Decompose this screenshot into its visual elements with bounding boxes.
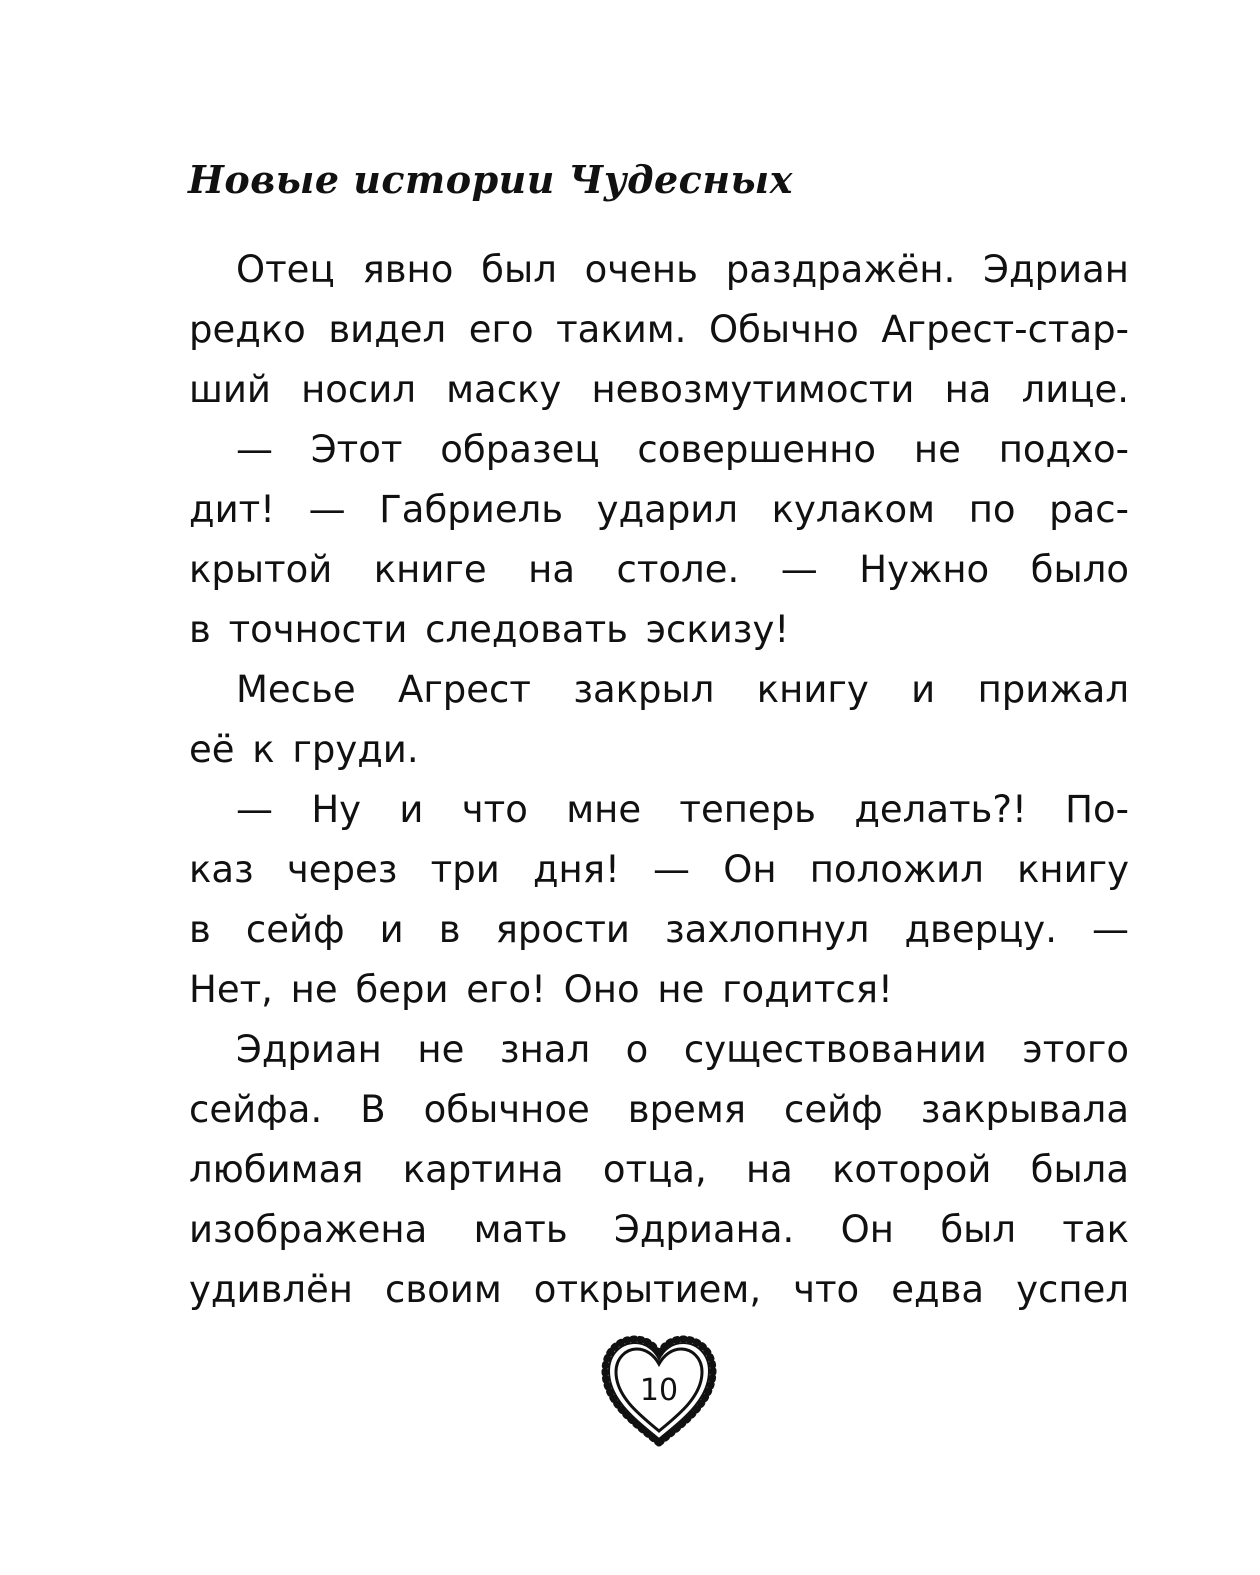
text-line: Эдриан не знал о существовании этого <box>236 1028 1129 1071</box>
body-text <box>189 240 1129 1320</box>
text-line: каз через три дня! — Он положил книгу <box>189 848 1129 891</box>
running-header-title: Новые истории Чудесных <box>188 157 793 202</box>
text-line: дит! — Габриель ударил кулаком по рас- <box>189 488 1129 531</box>
page-number: 10 <box>639 1373 679 1408</box>
text-line: в сейф и в ярости захлопнул дверцу. — <box>189 908 1129 951</box>
text-line: — Ну и что мне теперь делать?! По- <box>236 788 1129 831</box>
text-line: сейфа. В обычное время сейф закрывала <box>189 1088 1129 1131</box>
text-line: любимая картина отца, на которой была <box>189 1148 1129 1191</box>
text-line: редко видел его таким. Обычно Агрест-стар- <box>189 308 1129 351</box>
text-line: крытой книге на столе. — Нужно было <box>189 548 1129 591</box>
text-line: удивлён своим открытием, что едва успел <box>189 1268 1129 1311</box>
text-line: ший носил маску невозмутимости на лице. <box>189 368 1129 411</box>
text-line: Нет, не бери его! Оно не годится! <box>189 968 893 1011</box>
text-line: изображена мать Эдриана. Он был так <box>189 1208 1129 1251</box>
text-line: её к груди. <box>189 728 419 771</box>
text-line: в точности следовать эскизу! <box>189 608 790 651</box>
text-line: — Этот образец совершенно не подхо- <box>236 428 1129 471</box>
text-line: Отец явно был очень раздражён. Эдриан <box>236 248 1129 291</box>
page-number-badge <box>599 1333 719 1449</box>
text-line: Месье Агрест закрыл книгу и прижал <box>236 668 1129 711</box>
